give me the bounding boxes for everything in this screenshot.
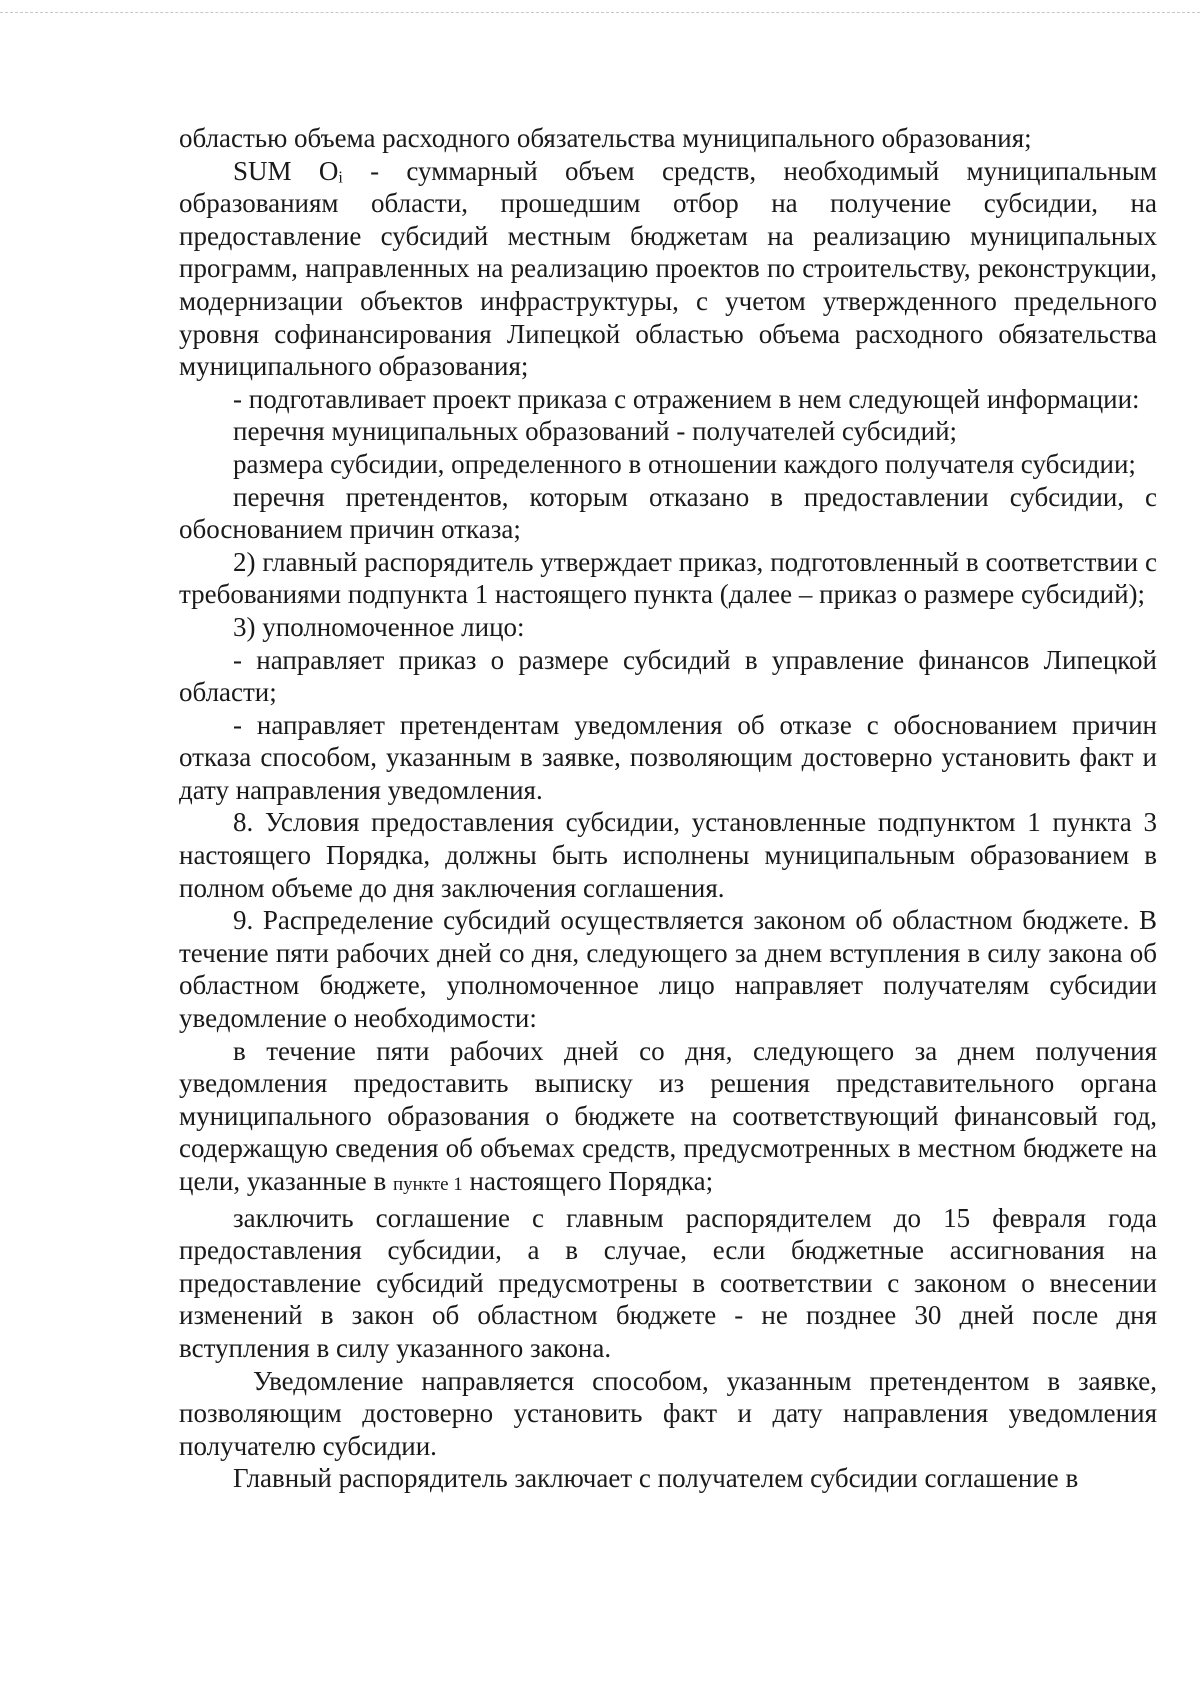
paragraph: Главный распорядитель заключает с получателем субсидии соглашение в — [233, 1463, 1079, 1494]
paragraph: областью объема расходного обязательства муниципального образования; — [179, 123, 1032, 153]
scan-top-edge-line — [0, 12, 1200, 13]
document-body — [179, 122, 1157, 1495]
paragraph: перечня претендентов, которым отказано в предоставлении субсидии, с обоснованием причин отказа; — [179, 481, 1157, 545]
paragraph: 3) уполномоченное лицо: — [233, 611, 525, 642]
paragraph: 8. Условия предоставления субсидии, установленные подпунктом 1 пункта 3 настоящего Порядка, должны быть исполнены муниципальным образованием в полном объеме до дня заключения соглашения. — [179, 807, 1157, 903]
paragraph — [179, 1035, 1157, 1202]
paragraph: 9. Распределение субсидий осуществляется законом об областном бюджете. В течение пяти рабочих дней со дня, следующего за днем вступления в силу закона об областном бюджете, уполномоченное лицо направляет получателям субсидии уведомление о необходимости: — [179, 905, 1157, 1034]
paragraph: SUM Oᵢ - суммарный объем средств, необходимый муниципальным образованиям области, прошедшим отбор на получение субсидии, на предоставление субсидий местным бюджетам на реализацию муниципальных программ, направленных на реализацию проектов по строительству, реконструкции, модернизации объектов инфраструктуры, с учетом утвержденного предельного уровня софинансирования Липецкой областью объема расходного обязательства муниципального образования; — [179, 155, 1157, 382]
paragraph: перечня муниципальных образований - получателей субсидий; — [233, 416, 958, 447]
paragraph: заключить соглашение с главным распорядителем до 15 февраля года предоставления субсидии, а в случае, если бюджетные ассигнования на предоставление субсидий предусмотрены в соответствии с законом о внесении изменений в закон об областном бюджете - не позднее 30 дней после дня вступления в силу указанного закона. — [179, 1202, 1157, 1363]
paragraph-text: в течение пяти рабочих дней со дня, следующего за днем получения уведомления предоставить выписку из решения представительного органа муниципального образования о бюджете на соответствующий финансовый год, содержащую сведения об объемах средств, предусмотренных в местном бюджете на цели, указанные в — [179, 1035, 1157, 1196]
reference-link: пункте 1 — [392, 1174, 463, 1195]
paragraph-text: настоящего Порядка; — [462, 1166, 714, 1196]
paragraph: - подготавливает проект приказа с отражением в нем следующей информации: — [233, 383, 1140, 414]
paragraph: размера субсидии, определенного в отношении каждого получателя субсидии; — [233, 448, 1136, 479]
paragraph: Уведомление направляется способом, указанным претендентом в заявке, позволяющим достоверно установить факт и дату направления уведомления получателю субсидии. — [179, 1365, 1157, 1461]
paragraph: 2) главный распорядитель утверждает приказ, подготовленный в соответствии с требованиями подпункта 1 настоящего пункта (далее – приказ о размере субсидий); — [179, 546, 1157, 610]
paragraph: - направляет приказ о размере субсидий в управление финансов Липецкой области; — [179, 644, 1157, 708]
paragraph: - направляет претендентам уведомления об отказе с обоснованием причин отказа способом, указанным в заявке, позволяющим достоверно установить факт и дату направления уведомления. — [179, 709, 1157, 805]
